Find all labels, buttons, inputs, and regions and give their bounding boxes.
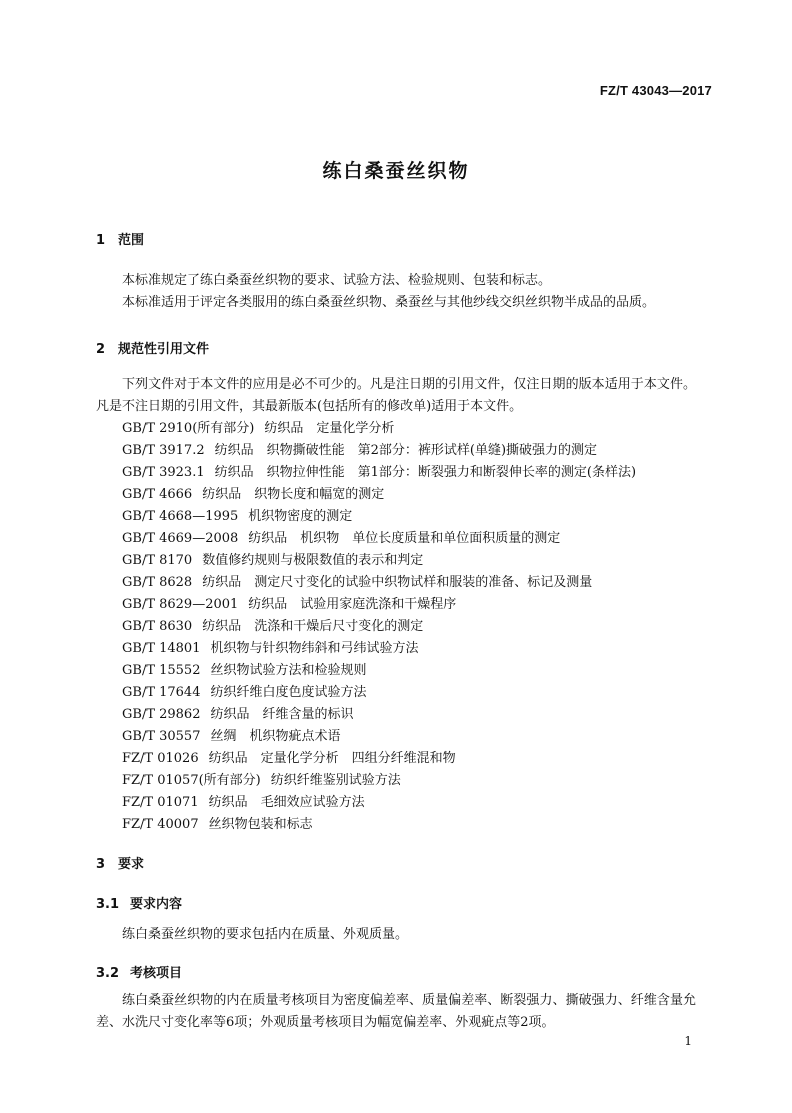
reference-title: 纺织品 纤维含量的标识 — [210, 707, 354, 722]
page-number: 1 — [684, 1034, 692, 1048]
reference-item — [122, 704, 636, 726]
subsection-3-2-text: 练白桑蚕丝织物的内在质量考核项目为密度偏差率、质量偏差率、断裂强力、撕破强力、纤维含量允差、水洗尺寸变化率等6项；外观质量考核项目为幅宽偏差率、外观疵点等2项。 — [96, 993, 696, 1030]
reference-code: GB/T 3923.1 — [122, 465, 205, 480]
reference-code: GB/T 4668—1995 — [122, 509, 239, 524]
reference-code: FZ/T 01026 — [122, 751, 199, 766]
reference-code: GB/T 4669—2008 — [122, 531, 239, 546]
reference-item — [122, 484, 636, 506]
reference-code: GB/T 8630 — [122, 619, 193, 634]
reference-title: 丝织物试验方法和检验规则 — [210, 663, 367, 678]
subsection-number: 3.2 — [96, 966, 120, 981]
reference-title: 纺织品 机织物 单位长度质量和单位面积质量的测定 — [248, 531, 561, 546]
document-title: 练白桑蚕丝织物 — [322, 160, 470, 182]
reference-title: 纺织品 定量化学分析 — [264, 421, 395, 436]
reference-item — [122, 792, 636, 814]
reference-code: FZ/T 01071 — [122, 795, 199, 810]
reference-item — [122, 682, 636, 704]
reference-item — [122, 528, 636, 550]
reference-title: 机织物与针织物纬斜和弓纬试验方法 — [210, 641, 419, 656]
reference-item — [122, 594, 636, 616]
reference-code: GB/T 8628 — [122, 575, 193, 590]
reference-item — [122, 418, 636, 440]
reference-title: 纺织品 洗涤和干燥后尺寸变化的测定 — [202, 619, 424, 634]
reference-code: FZ/T 40007 — [122, 817, 199, 832]
section-number: 3 — [96, 857, 106, 872]
section-1-heading — [96, 229, 144, 248]
reference-item — [122, 726, 636, 748]
reference-item — [122, 748, 636, 770]
subsection-title: 要求内容 — [130, 897, 183, 912]
section-number: 2 — [96, 342, 106, 357]
subsection-3-1-text: 练白桑蚕丝织物的要求包括内在质量、外观质量。 — [122, 927, 409, 942]
reference-list — [122, 418, 636, 836]
reference-code: GB/T 3917.2 — [122, 443, 205, 458]
section-number: 1 — [96, 233, 106, 248]
reference-title: 纺织品 毛细效应试验方法 — [208, 795, 365, 810]
reference-title: 纺织纤维白度色度试验方法 — [210, 685, 367, 700]
reference-title: 纺织纤维鉴别试验方法 — [270, 773, 401, 788]
reference-item — [122, 616, 636, 638]
reference-title: 纺织品 定量化学分析 四组分纤维混和物 — [208, 751, 456, 766]
reference-title: 纺织品 织物拉伸性能 第1部分：断裂强力和断裂伸长率的测定(条样法) — [214, 465, 637, 480]
section-title: 规范性引用文件 — [118, 342, 210, 357]
scope-paragraph-1: 本标准规定了练白桑蚕丝织物的要求、试验方法、检验规则、包装和标志。 — [122, 273, 552, 288]
subsection-number: 3.1 — [96, 897, 120, 912]
reference-code: GB/T 4666 — [122, 487, 193, 502]
reference-code: GB/T 8170 — [122, 553, 193, 568]
reference-code: GB/T 15552 — [122, 663, 201, 678]
reference-item — [122, 550, 636, 572]
reference-code: GB/T 14801 — [122, 641, 201, 656]
reference-code: GB/T 30557 — [122, 729, 201, 744]
reference-title: 丝织物包装和标志 — [208, 817, 313, 832]
reference-item — [122, 814, 636, 836]
reference-code: GB/T 17644 — [122, 685, 201, 700]
reference-code: GB/T 8629—2001 — [122, 597, 239, 612]
reference-title: 纺织品 测定尺寸变化的试验中织物试样和服装的准备、标记及测量 — [202, 575, 593, 590]
reference-title: 纺织品 织物撕破性能 第2部分：裤形试样(单缝)撕破强力的测定 — [214, 443, 598, 458]
reference-title: 丝绸 机织物疵点术语 — [210, 729, 341, 744]
reference-code: FZ/T 01057(所有部分) — [122, 773, 261, 788]
reference-code: GB/T 2910(所有部分) — [122, 421, 255, 436]
reference-code: GB/T 29862 — [122, 707, 201, 722]
scope-paragraph-2: 本标准适用于评定各类服用的练白桑蚕丝织物、桑蚕丝与其他纱线交织丝织物半成品的品质。 — [122, 295, 656, 310]
references-intro: 下列文件对于本文件的应用是必不可少的。凡是注日期的引用文件，仅注日期的版本适用于本文件。凡是不注日期的引用文件，其最新版本(包括所有的修改单)适用于本文件。 — [96, 377, 696, 414]
reference-title: 数值修约规则与极限数值的表示和判定 — [202, 553, 424, 568]
reference-title: 纺织品 织物长度和幅宽的测定 — [202, 487, 385, 502]
section-title: 范围 — [118, 233, 145, 248]
reference-title: 纺织品 试验用家庭洗涤和干燥程序 — [248, 597, 457, 612]
subsection-title: 考核项目 — [130, 966, 183, 981]
reference-item — [122, 440, 636, 462]
subsection-3-2-heading — [96, 962, 182, 981]
reference-item — [122, 770, 636, 792]
reference-item — [122, 660, 636, 682]
reference-item — [122, 638, 636, 660]
subsection-3-1-heading — [96, 893, 182, 912]
reference-item — [122, 572, 636, 594]
reference-title: 机织物密度的测定 — [248, 509, 353, 524]
section-title: 要求 — [118, 857, 145, 872]
reference-item — [122, 462, 636, 484]
section-3-heading — [96, 853, 144, 872]
standard-code: FZ/T 43043—2017 — [599, 83, 712, 98]
reference-item — [122, 506, 636, 528]
section-2-heading — [96, 338, 209, 357]
